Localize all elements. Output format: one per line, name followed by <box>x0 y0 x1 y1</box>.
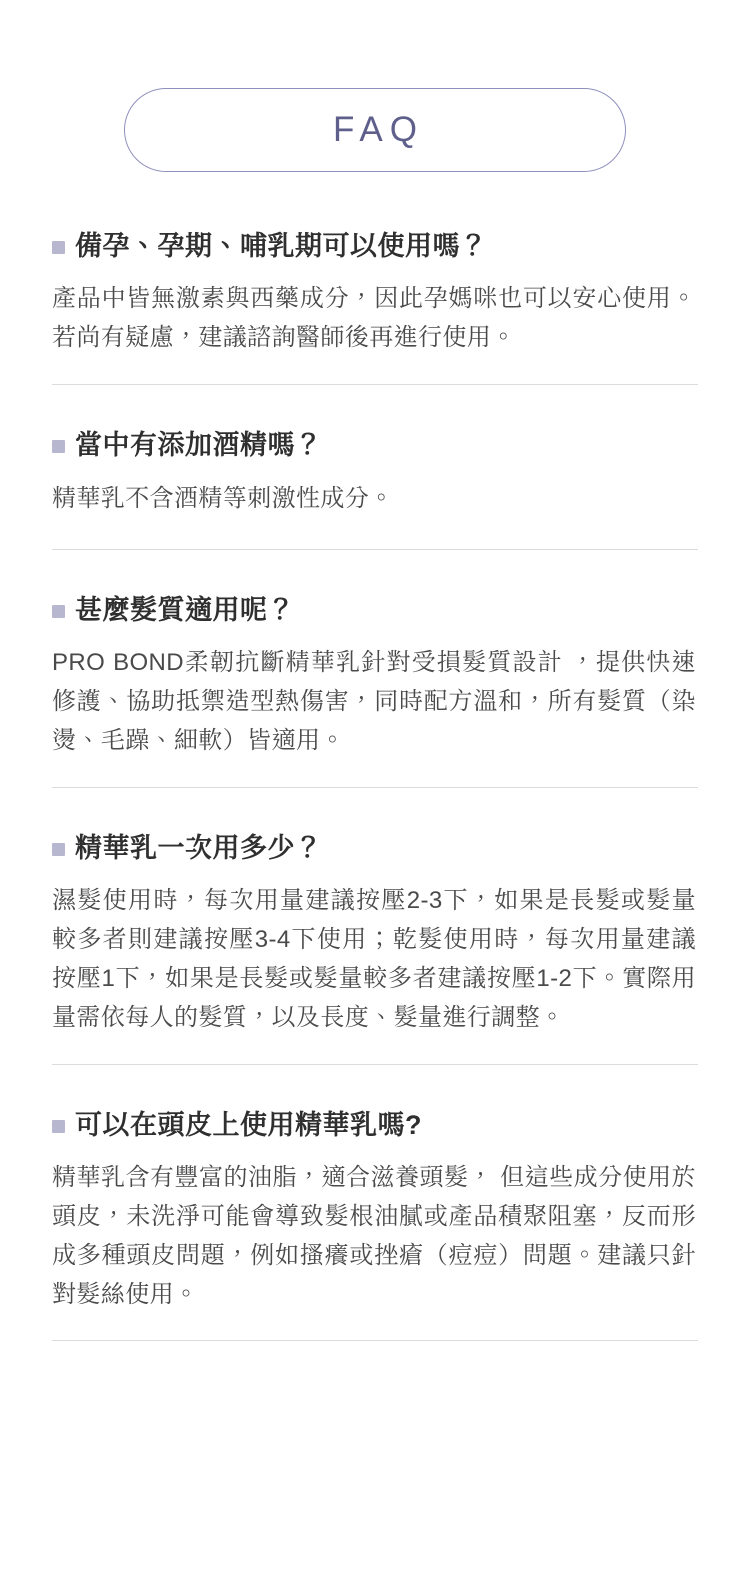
faq-question <box>52 427 698 463</box>
page-title: FAQ <box>332 110 425 149</box>
square-bullet-icon <box>52 440 65 453</box>
faq-question <box>52 830 698 866</box>
faq-question <box>52 1107 698 1143</box>
list-item <box>52 802 698 1079</box>
divider <box>52 384 698 385</box>
faq-list <box>0 228 750 1355</box>
divider <box>52 549 698 550</box>
faq-question-text: 甚麼髮質適用呢？ <box>75 594 295 625</box>
list-item <box>52 228 698 399</box>
divider <box>52 787 698 788</box>
faq-header <box>0 0 750 172</box>
faq-question-text: 可以在頭皮上使用精華乳嗎? <box>75 1109 422 1140</box>
list-item <box>52 564 698 802</box>
faq-question-text: 精華乳一次用多少？ <box>75 832 323 863</box>
faq-title-pill <box>124 88 626 172</box>
square-bullet-icon <box>52 1120 65 1133</box>
list-item <box>52 1079 698 1356</box>
faq-question-text: 備孕、孕期、哺乳期可以使用嗎？ <box>75 231 488 261</box>
faq-answer-text: 精華乳含有豐富的油脂，適合滋養頭髮， 但這些成分使用於頭皮，未洗淨可能會導致髮根油膩或產品積聚阻塞，反而形成多種頭皮問題，例如搔癢或挫瘡（痘痘）問題。建議只針對髮絲使用。 <box>52 1163 696 1308</box>
faq-answer-text: 產品中皆無激素與西藥成分，因此孕媽咪也可以安心使用。若尚有疑慮，建議諮詢醫師後再進行使用。 <box>52 285 696 352</box>
faq-answer-text: 精華乳不含酒精等刺激性成分。 <box>52 484 394 512</box>
list-item <box>52 399 698 563</box>
faq-question-text: 當中有添加酒精嗎？ <box>75 430 323 461</box>
divider <box>52 1064 698 1065</box>
faq-question <box>52 592 698 628</box>
faq-answer-text: 濕髮使用時，每次用量建議按壓2-3下，如果是長髮或髮量較多者則建議按壓3-4下使用；乾髮使用時，每次用量建議按壓1下，如果是長髮或髮量較多者建議按壓1-2下。實際用量需依每人的髮質，以及長度、髮量進行調整。 <box>52 887 696 1031</box>
faq-question <box>52 228 698 264</box>
divider <box>52 1340 698 1341</box>
square-bullet-icon <box>52 241 65 254</box>
faq-answer-text: PRO BOND柔韌抗斷精華乳針對受損髮質設計 ，提供快速修護、協助抵禦造型熱傷害，同時配方溫和，所有髮質（染燙、毛躁、細軟）皆適用。 <box>52 648 696 754</box>
square-bullet-icon <box>52 605 65 618</box>
square-bullet-icon <box>52 843 65 856</box>
